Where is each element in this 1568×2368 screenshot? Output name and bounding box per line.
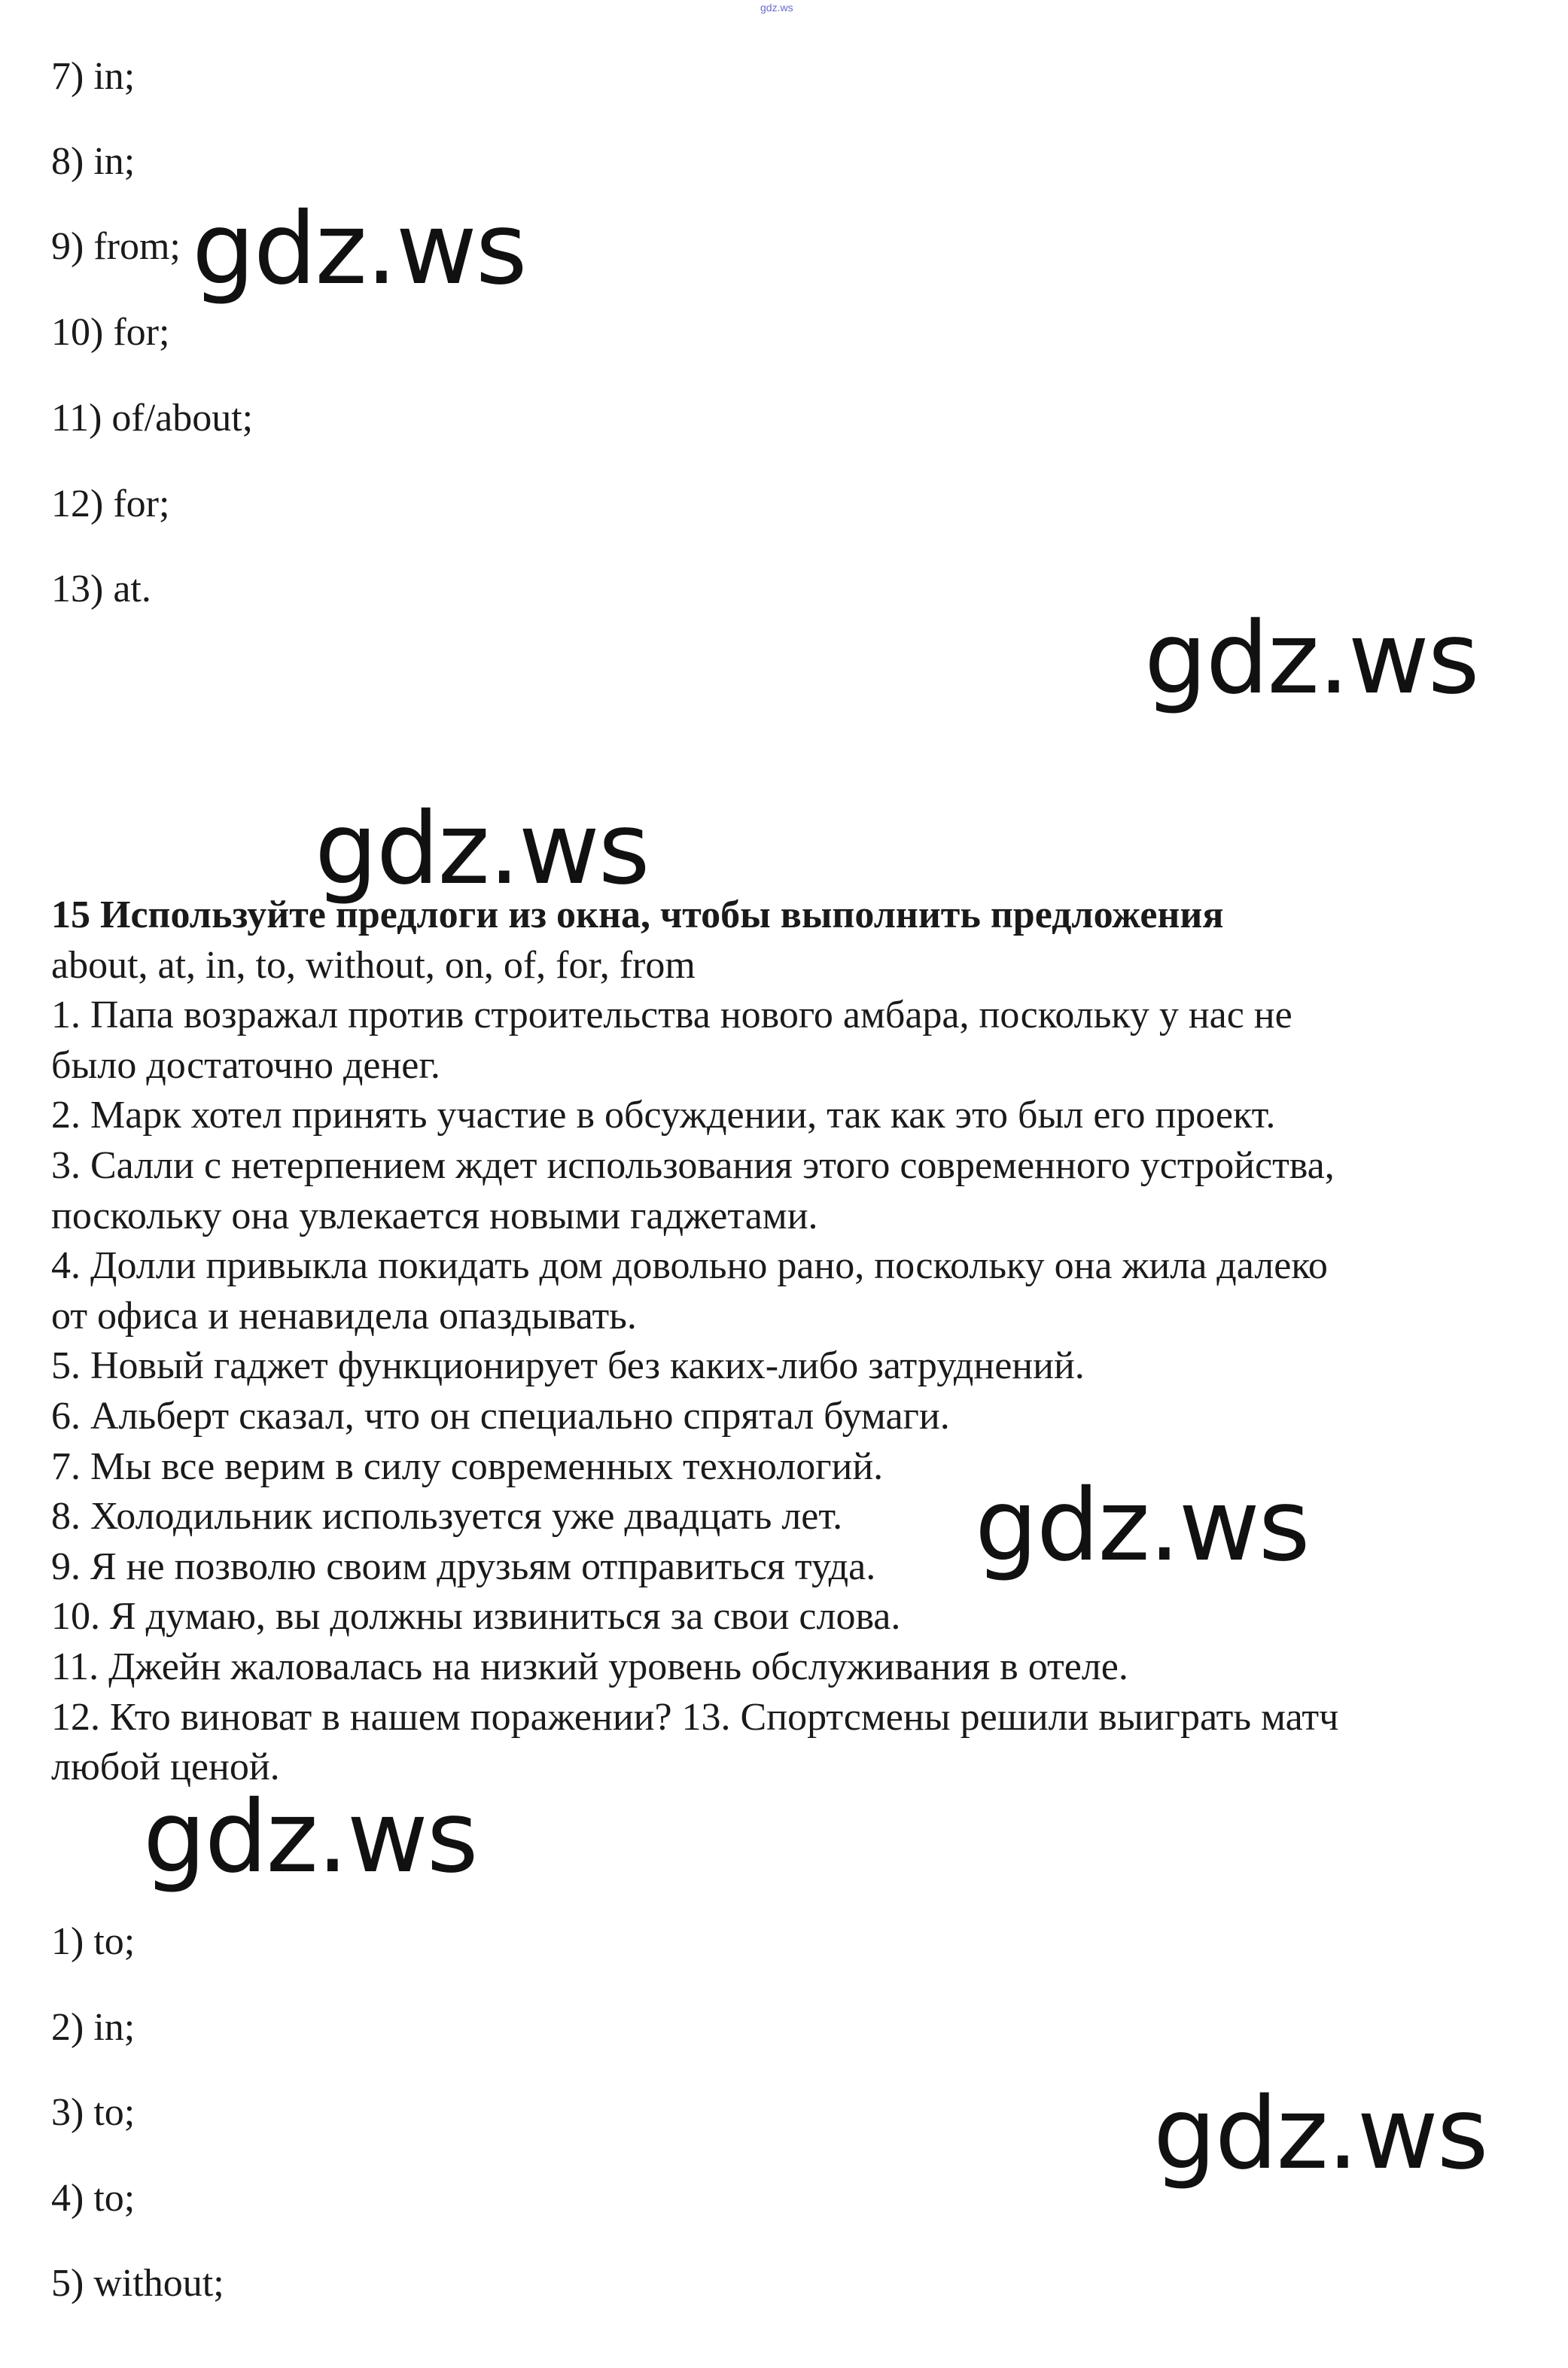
- task-sentence: 1. Папа возражал против строительства нового амбара, поскольку у нас не: [51, 994, 1292, 1037]
- watermark-logo: gdz.ws: [315, 791, 649, 907]
- watermark-logo: gdz.ws: [975, 1468, 1309, 1584]
- task-sentence: 12. Кто виноват в нашем поражении? 13. Спортсмены решили выиграть матч: [51, 1695, 1339, 1739]
- task-sentence: 10. Я думаю, вы должны извиниться за свои слова.: [51, 1595, 901, 1639]
- answer-2: 2) in;: [51, 2006, 135, 2049]
- answer-10: 10) for;: [51, 311, 170, 354]
- task-sentence: любой ценой.: [51, 1746, 280, 1789]
- answer-11: 11) of/about;: [51, 397, 254, 440]
- task-sentence: 2. Марк хотел принять участие в обсуждении, так как это был его проект.: [51, 1094, 1276, 1137]
- task-sentence: 9. Я не позволю своим друзьям отправиться туда.: [51, 1545, 876, 1588]
- task-sentence: от офиса и ненавидела опаздывать.: [51, 1294, 637, 1338]
- watermark-logo: gdz.ws: [143, 1779, 477, 1895]
- task-sentence: 8. Холодильник используется уже двадцать лет.: [51, 1495, 843, 1539]
- watermark-logo: gdz.ws: [1153, 2076, 1487, 2192]
- answer-12: 12) for;: [51, 482, 170, 525]
- word-box: about, at, in, to, without, on, of, for, from: [51, 943, 696, 987]
- task-title: 15 Используйте предлоги из окна, чтобы выполнить предложения: [51, 893, 1224, 936]
- answer-4: 4) to;: [51, 2177, 135, 2220]
- task-sentence: было достаточно денег.: [51, 1043, 440, 1087]
- answer-3: 3) to;: [51, 2091, 135, 2134]
- task-sentence: 11. Джейн жаловалась на низкий уровень обслуживания в отеле.: [51, 1645, 1128, 1688]
- task-sentence: поскольку она увлекается новыми гаджетами.: [51, 1194, 818, 1237]
- task-sentence: 4. Долли привыкла покидать дом довольно рано, поскольку она жила далеко: [51, 1244, 1328, 1288]
- answer-9: 9) from;: [51, 225, 181, 268]
- answer-5: 5) without;: [51, 2262, 224, 2305]
- task-sentence: 6. Альберт сказал, что он специально спрятал бумаги.: [51, 1394, 950, 1438]
- watermark-logo: gdz.ws: [1144, 601, 1478, 717]
- answer-7: 7) in;: [51, 55, 135, 98]
- header-watermark: gdz.ws: [760, 2, 793, 14]
- answer-8: 8) in;: [51, 140, 135, 183]
- task-block: [51, 890, 1527, 1793]
- task-sentence: 5. Новый гаджет функционирует без каких-либо затруднений.: [51, 1344, 1085, 1388]
- task-sentence: 3. Салли с нетерпением ждет использования этого современного устройства,: [51, 1143, 1335, 1187]
- watermark-logo: gdz.ws: [192, 191, 526, 307]
- answer-13: 13) at.: [51, 568, 151, 610]
- task-sentence: 7. Мы все верим в силу современных технологий.: [51, 1444, 884, 1488]
- answer-1: 1) to;: [51, 1920, 135, 1963]
